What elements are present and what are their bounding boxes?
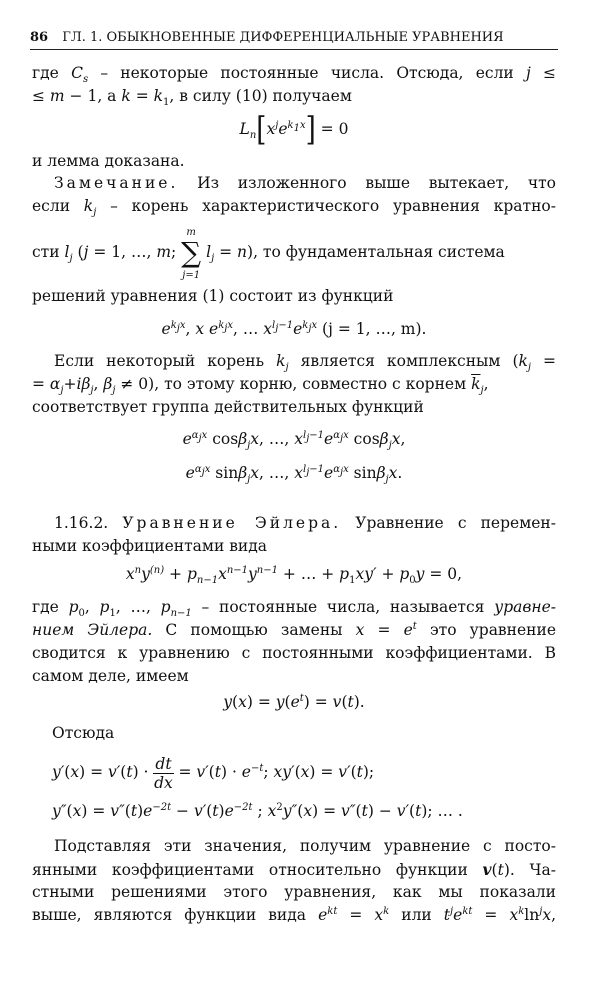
text-line: выше, являются функции вида $e^{kt} = x^k$ или $t^je^{kt} = x^k\ln^jx$, [32,905,556,924]
equation-euler: $x^ny^{(n)} + p_{n-1}x^{n-1}y^{n-1}$ + … + $p_1xy' + p_0y = 0$, [125,564,463,587]
text-line-with-sum: сти $l_j$ (j = 1, …, m; m ∑ j=1 $l_j = n$), то фундаментальная система [32,224,556,282]
text-line: ≤ m − 1, а $k = k_1$, в силу (10) получаем [32,87,352,109]
text-line: стными решениями этого уравнения, как мы показали [32,883,556,901]
running-header [30,30,558,50]
running-title: ГЛ. 1. ОБЫКНОВЕННЫЕ ДИФФЕРЕНЦИАЛЬНЫЕ УРАВНЕНИЯ [62,30,504,45]
text-line: соответствует группа действительных функций [32,398,424,416]
equation-lemma: $L_n[x^je^{k_1x}] = 0$ [239,111,349,149]
text-line: самом деле, имеем [32,667,189,685]
text-line: ными коэффициентами вида [32,537,268,555]
equation-second-derivative: $y''(x) = v''(t)e^{-2t} - v'(t)e^{-2t}$ ; $x^2y''(x) = v''(t) - v'(t)$; … . [52,801,463,820]
fraction-dt-dx: $\frac{dt}{dx}$ [154,754,173,792]
sum-symbol: m ∑ j=1 [181,227,202,281]
text-line: = $\alpha_j+i\beta_j$, $\beta_j \ne 0$), то этому корню, совместно с корнем $\overline{k}_j$, [32,375,489,397]
text-line: где $p_0$, $p_1$, …, $p_{n-1}$ – постоянные числа, называется уравне- [32,598,556,620]
page-number: 86 [30,30,49,45]
text-line: и лемма доказана. [32,152,185,170]
equation-sin-group: $e^{\alpha_jx}$ sinβ$_j$x, …, $x^{l_j-1}e^{\alpha_jx}$ sinβ$_j$x. [185,463,403,486]
text-line: янными коэффициентами относительно функции v(t). Ча- [32,860,556,879]
text-line: нием Эйлера. С помощью замены $x = e^t$ это уравнение [32,620,556,639]
equation-fundamental: $e^{k_jx}$, x $e^{k_jx}$, … $x^{l_j-1}e^{k_jx}$ (j = 1, …, m). [161,319,427,338]
text-line: сводится к уравнению с постоянными коэффициентами. В [32,644,556,662]
equation-substitution: $y(x) = y(e^t) = v(t)$. [223,692,365,711]
text-line: Подставляя эти значения, получим уравнение с посто- [54,837,556,855]
section-heading-line: 1.16.2. Уравнение Эйлера. Уравнение с перемен- [54,514,556,532]
text-line: Если некоторый корень $k_j$ является комплексным ($k_j$ = [54,352,557,374]
text-line: Отсюда [52,724,115,742]
text-line: где $C_s$ – некоторые постоянные числа. Отсюда, если j ≤ [32,64,557,86]
equation-cos-group: $e^{\alpha_jx}$ cosβ$_j$x, …, $x^{l_j-1}e^{\alpha_jx}$ cosβ$_j$x, [182,429,406,452]
text-line: если $k_j$ – корень характеристического уравнения кратно- [32,197,556,219]
equation-first-derivative: y′(x) = v′(t) · $\frac{dt}{dx}$ = $v'(t) \cdot e^{-t}$; xy′(x) = v′(t); [52,754,375,792]
text-line: решений уравнения (1) состоит из функций [32,287,394,305]
remark-line: Замечание. Из изложенного выше вытекает, что [54,174,556,192]
